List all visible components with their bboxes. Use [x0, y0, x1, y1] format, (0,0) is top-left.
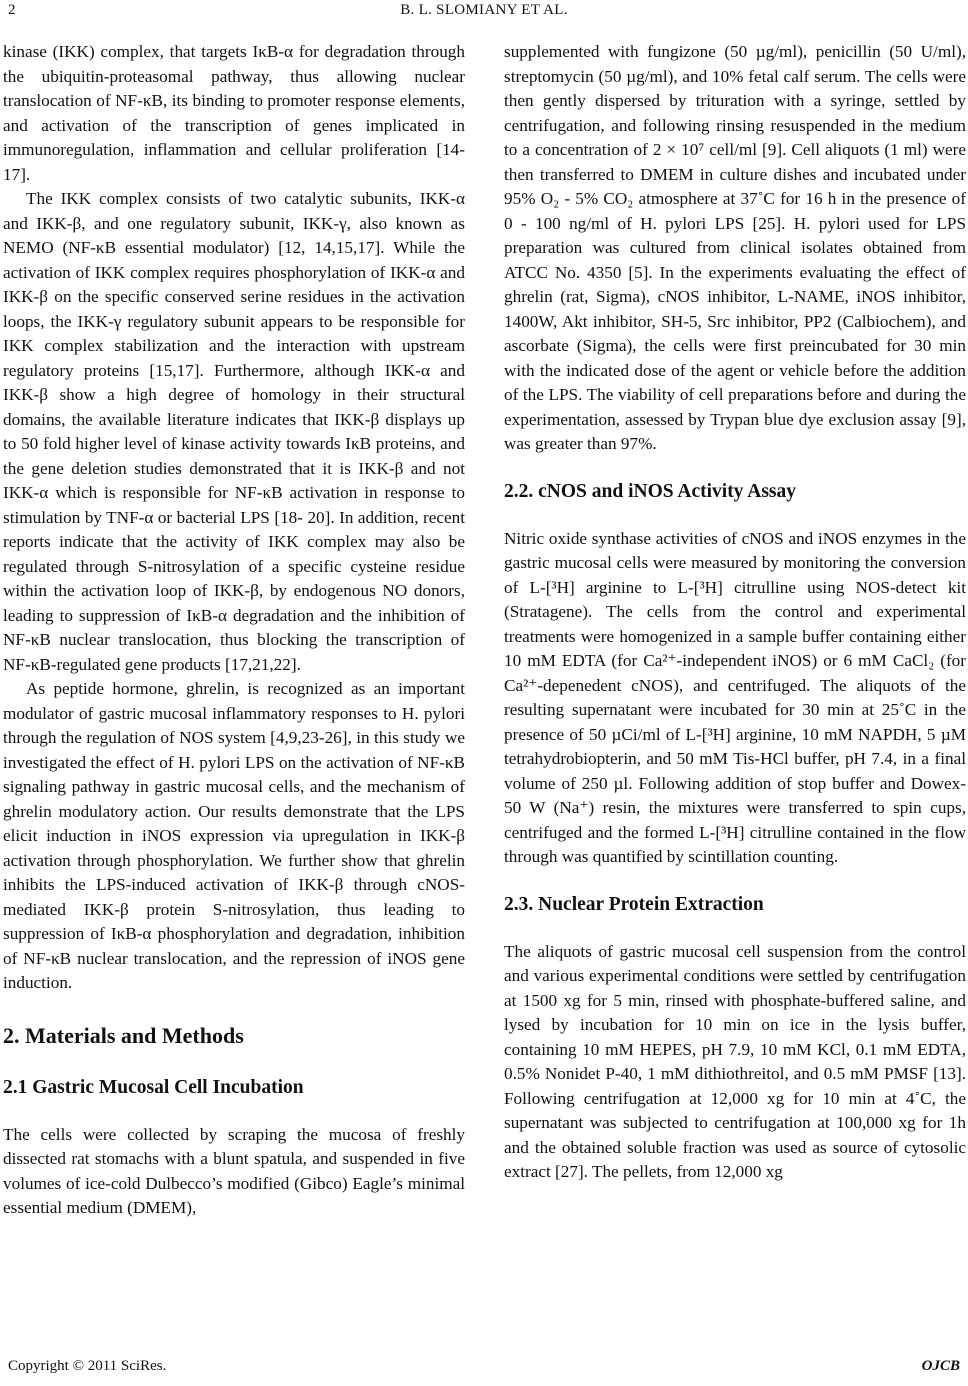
paragraph: kinase (IKK) complex, that targets IκB-α for degradation through the ubiquitin-proteasomal pathway, thus allowing nuclear translocation of NF-κB, its binding to promoter response elements, and activation of the transcription of genes implicated in immunoregulation, inflammation and cellular proliferation [14-17].	[3, 42, 465, 184]
right-column	[504, 40, 966, 1185]
subsection-heading: 2.1 Gastric Mucosal Cell Incubation	[3, 1076, 304, 1098]
subsection-heading: 2.3. Nuclear Protein Extraction	[504, 893, 764, 915]
paragraph: The aliquots of gastric mucosal cell suspension from the control and various experimental conditions were settled by centrifugation at 1500 xg for 5 min, rinsed with phosphate-buffered saline, and lysed by incubation for 10 min on ice in the lysis buffer, containing 10 mM HEPES, pH 7.9, 10 mM KCl, 0.1 mM EDTA, 0.5% Nonidet P-40, 1 mM dithiothreitol, and 0.5 mM PMSF [13]. Following centrifugation at 12,000 xg for 10 min at 4˚C, the supernatant was subjected to centrifugation at 100,000 xg for 1h and the obtained soluble fraction was used as source of cytosolic extract [27]. The pellets, from 12,000 xg	[504, 941, 966, 1181]
paragraph: As peptide hormone, ghrelin, is recognized as an important modulator of gastric mucosal inflammatory responses to H. pylori through the regulation of NOS system [4,9,23-26], in this study we investigated the effect of H. pylori LPS on the activation of NF-κB signaling pathway in gastric mucosal cells, and the mechanism of ghrelin modulatory action. Our results demonstrate that the LPS elicit induction in iNOS expression via upregulation in IKK-β activation through phosphorylation. We further show that ghrelin inhibits the LPS-induced activation of IKK-β through cNOS-mediated IKK-β protein S-nitrosylation, thus leading to suppression of IκB-α phosphorylation and degradation, inhibition of NF-κB nuclear translocation, and the repression of iNOS gene induction.	[3, 679, 465, 992]
running-head: B. L. SLOMIANY ET AL.	[400, 2, 568, 18]
page-header	[8, 2, 960, 26]
paragraph: The IKK complex consists of two catalytic subunits, IKK-α and IKK-β, and one regulatory subunit, IKK-γ, also known as NEMO (NF-κB essential modulator) [12, 14,15,17]. While the activation of IKK complex requires phosphorylation of IKK-α and IKK-β on the specific conserved serine residues in the activation loops, the IKK-γ regulatory subunit appears to be responsible for IKK complex stabilization and the interaction with upstream regulatory proteins [15,17]. Furthermore, although IKK-α and IKK-β show a high degree of homology in their structural domains, the available literature indicates that IKK-β displays up to 50 fold higher level of kinase activity towards IκB proteins, and the gene deletion studies demonstrated that it is IKK-β and not IKK-α which is responsible for NF-κB activation in response to stimulation by TNF-α or bacterial LPS [18- 20]. In addition, recent reports indicate that the activity of IKK complex may also be regulated through S-nitrosylation of a specific cysteine residue within the activation loop of IKK-β, by endogenous NO donors, leading to suppression of IκB-α degradation and the inhibition of NF-κB nuclear translocation, thus blocking the transcription of NF-κB-regulated gene products [17,21,22].	[3, 189, 465, 674]
paragraph: supplemented with fungizone (50 µg/ml), penicillin (50 U/ml), streptomycin (50 µg/ml), and 10% fetal calf serum. The cells were then gently dispersed by trituration with a syringe, settled by centrifugation, and following rinsing resuspended in the medium to a concentration of 2 × 10⁷ cell/ml [9]. Cell aliquots (1 ml) were then transferred to DMEM in culture dishes and incubated under 95% O₂ - 5% CO₂ atmosphere at 37˚C for 16 h in the presence of 0 - 100 ng/ml of H. pylori LPS [25]. H. pylori used for LPS preparation was cultured from clinical isolates obtained from ATCC No. 4350 [5]. In the experiments evaluating the effect of ghrelin (rat, Sigma), cNOS inhibitor, L-NAME, iNOS inhibitor, 1400W, Akt inhibitor, SH-5, Src inhibitor, PP2 (Calbiochem), and ascorbate (Sigma), the cells were first preincubated for 30 min with the indicated dose of the agent or vehicle before the addition of the LPS. The viability of cell preparations before and during the experimentation, assessed by Trypan blue dye exclusion assay [9], was greater than 97%.	[504, 42, 966, 453]
copyright-notice: Copyright © 2011 SciRes.	[8, 1358, 167, 1374]
journal-abbrev: OJCB	[921, 1358, 960, 1374]
subsection-heading: 2.2. cNOS and iNOS Activity Assay	[504, 480, 796, 502]
left-column	[3, 40, 465, 1221]
page-number: 2	[8, 2, 16, 18]
paragraph: Nitric oxide synthase activities of cNOS and iNOS enzymes in the gastric mucosal cells were measured by monitoring the conversion of L-[³H] arginine to L-[³H] citrulline using NOS-detect kit (Stratagene). The cells from the control and experimental treatments were homogenized in a sample buffer containing either 10 mM EDTA (for Ca²⁺-independent iNOS) or 6 mM CaCl₂ (for Ca²⁺-depenedent cNOS), and centrifuged. The aliquots of the resulting supernatant were incubated for 30 min at 25˚C in the presence of 50 µCi/ml of L-[³H] arginine, 10 mM NAPDH, 5 µM tetrahydrobiopterin, and 50 mM Tis-HCl buffer, pH 7.4, in a final volume of 250 µl. Following addition of stop buffer and Dowex-50 W (Na⁺) resin, the mixtures were transferred to spin cups, centrifuged and the formed L-[³H] citrulline contained in the flow through was quantified by scintillation counting.	[504, 528, 966, 866]
section-heading: 2. Materials and Methods	[3, 1022, 244, 1048]
paragraph: The cells were collected by scraping the mucosa of freshly dissected rat stomachs with a blunt spatula, and suspended in five volumes of ice-cold Dulbecco’s modified (Gibco) Eagle’s minimal essential medium (DMEM),	[3, 1124, 465, 1217]
